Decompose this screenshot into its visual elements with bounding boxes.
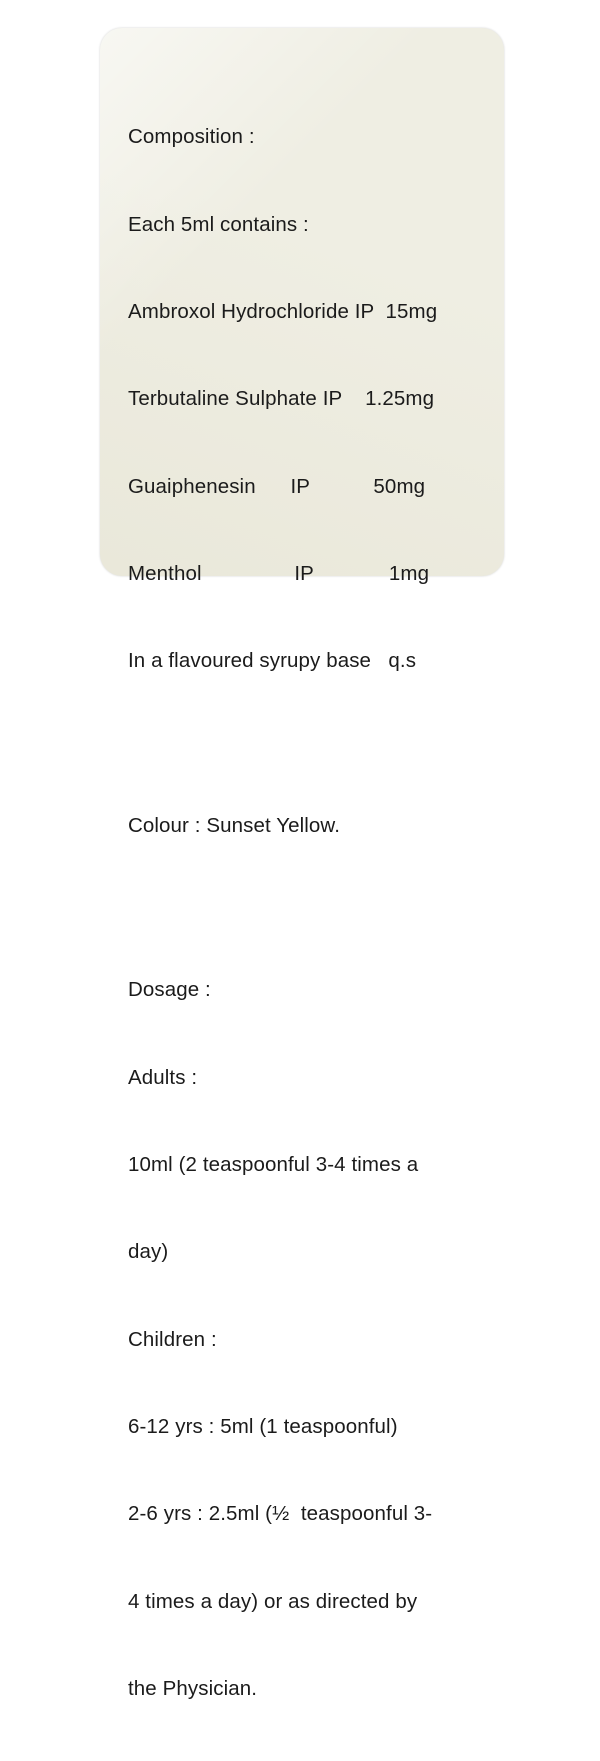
children-dose-line-1: 6-12 yrs : 5ml (1 teaspoonful) — [128, 1414, 398, 1438]
ingredient-line-1: Ambroxol Hydrochloride IP 15mg — [128, 299, 438, 323]
children-dose-line-3: 4 times a day) or as directed by — [128, 1589, 418, 1613]
spacer-2 — [128, 898, 478, 917]
adults-heading: Adults : — [128, 1065, 198, 1089]
colour-line: Colour : Sunset Yellow. — [128, 813, 340, 837]
spacer-1 — [128, 734, 478, 753]
medicine-label-card — [100, 28, 504, 1700]
children-dose-line-4: the Physician. — [128, 1676, 258, 1700]
composition-heading: Composition : — [128, 125, 255, 149]
children-dose-line-2: 2-6 yrs : 2.5ml (½ teaspoonful 3- — [128, 1502, 433, 1526]
dosage-heading: Dosage : — [128, 978, 211, 1002]
children-heading: Children : — [128, 1327, 217, 1351]
each-contains-line: Each 5ml contains : — [128, 212, 309, 236]
adults-dose-line-1: 10ml (2 teaspoonful 3-4 times a — [128, 1152, 419, 1176]
ingredient-line-2: Terbutaline Sulphate IP 1.25mg — [128, 387, 435, 411]
ingredient-line-3: Guaiphenesin IP 50mg — [128, 474, 426, 498]
label-text-block — [128, 64, 478, 1761]
base-line: In a flavoured syrupy base q.s — [128, 649, 417, 673]
ingredient-line-4: Menthol IP 1mg — [128, 561, 430, 585]
adults-dose-line-2: day) — [128, 1240, 169, 1264]
